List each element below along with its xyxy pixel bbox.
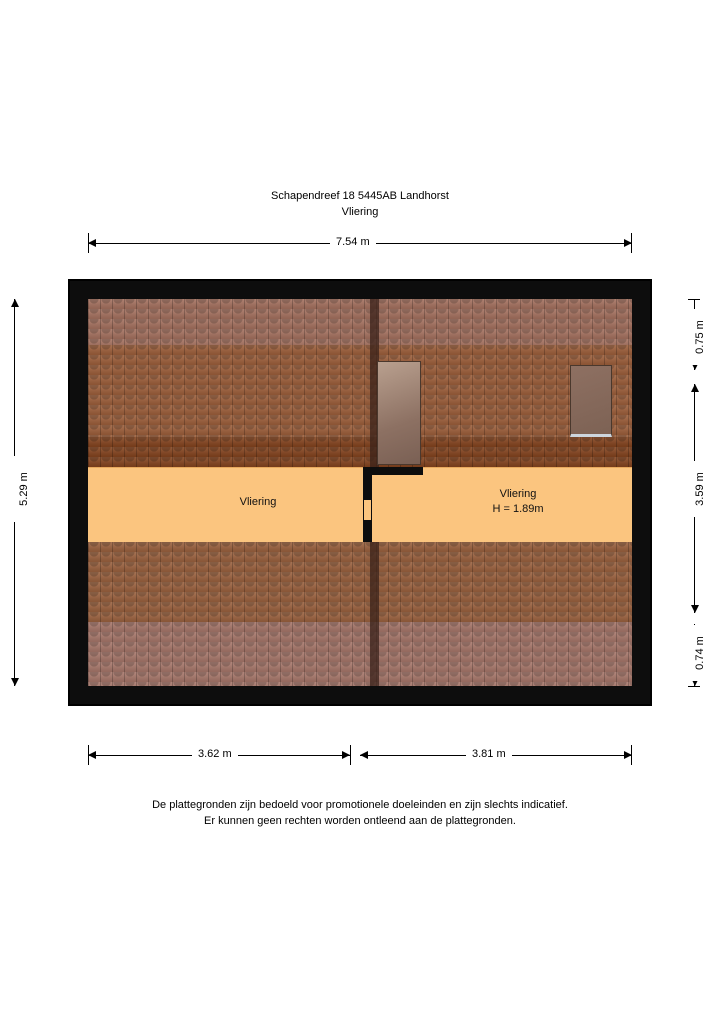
roof-tile-texture bbox=[88, 542, 632, 622]
plan-title bbox=[0, 188, 720, 220]
roof-band-upper bbox=[88, 345, 632, 437]
dim-bottom-tick-right bbox=[631, 745, 632, 765]
dim-right-mid-arrow-down bbox=[691, 605, 699, 613]
room-label-left bbox=[198, 495, 318, 510]
dim-top-tick-right bbox=[631, 233, 632, 253]
dim-bottom-right-label: 3.81 m bbox=[466, 748, 512, 760]
roof-tile-texture bbox=[88, 622, 632, 686]
roof-tile-texture bbox=[88, 299, 632, 345]
door-opening bbox=[363, 499, 372, 521]
dim-top-label: 7.54 m bbox=[330, 236, 376, 248]
dim-left-label: 5.29 m bbox=[12, 456, 36, 522]
dim-right-mid-label: 3.59 m bbox=[688, 461, 712, 517]
roof-band-lower bbox=[88, 542, 632, 622]
dim-right-top-label: 0.75 m bbox=[688, 309, 712, 365]
dim-top-tick-left bbox=[88, 233, 89, 253]
title-address: Schapendreef 18 5445AB Landhorst bbox=[271, 190, 449, 202]
partition-wall-top bbox=[363, 467, 423, 475]
dim-left-arrow-up bbox=[11, 299, 19, 307]
disclaimer-line-2: Er kunnen geen rechten worden ontleend aan de plattegronden. bbox=[204, 815, 516, 827]
dim-bottom-right-arrow-left bbox=[360, 751, 368, 759]
roof-area bbox=[88, 299, 632, 686]
skylight-left bbox=[377, 361, 421, 465]
dim-top-arrow-left bbox=[88, 239, 96, 247]
dim-bottom-left-label: 3.62 m bbox=[192, 748, 238, 760]
ridge-lower bbox=[370, 542, 379, 686]
roof-tile-texture bbox=[88, 437, 632, 467]
roof-band-top bbox=[88, 299, 632, 345]
disclaimer bbox=[0, 797, 720, 829]
roof-band-mid bbox=[88, 437, 632, 467]
dim-right-bottom-label: 0.74 m bbox=[688, 625, 712, 681]
dim-right-top-tick bbox=[688, 299, 700, 300]
room-name-right: Vliering bbox=[499, 488, 537, 500]
floorplan-drawing bbox=[68, 279, 652, 706]
room-name-left: Vliering bbox=[239, 496, 277, 508]
room-height-right: H = 1.89m bbox=[492, 503, 544, 515]
dim-left-arrow-down bbox=[11, 678, 19, 686]
room-label-right bbox=[458, 487, 578, 517]
dim-right-bottom-tick bbox=[688, 686, 700, 687]
title-floor: Vliering bbox=[341, 206, 379, 218]
dim-bottom-tick-left bbox=[88, 745, 89, 765]
roof-band-bottom bbox=[88, 622, 632, 686]
skylight-right bbox=[570, 365, 612, 437]
dim-right-mid-arrow-up bbox=[691, 384, 699, 392]
dim-bottom-left-arrow-right bbox=[342, 751, 350, 759]
disclaimer-line-1: De plattegronden zijn bedoeld voor promotionele doeleinden en zijn slechts indicatief. bbox=[152, 799, 568, 811]
dim-bottom-tick-mid bbox=[350, 745, 351, 765]
roof-tile-texture bbox=[88, 345, 632, 437]
dim-bottom-left-arrow-left bbox=[88, 751, 96, 759]
